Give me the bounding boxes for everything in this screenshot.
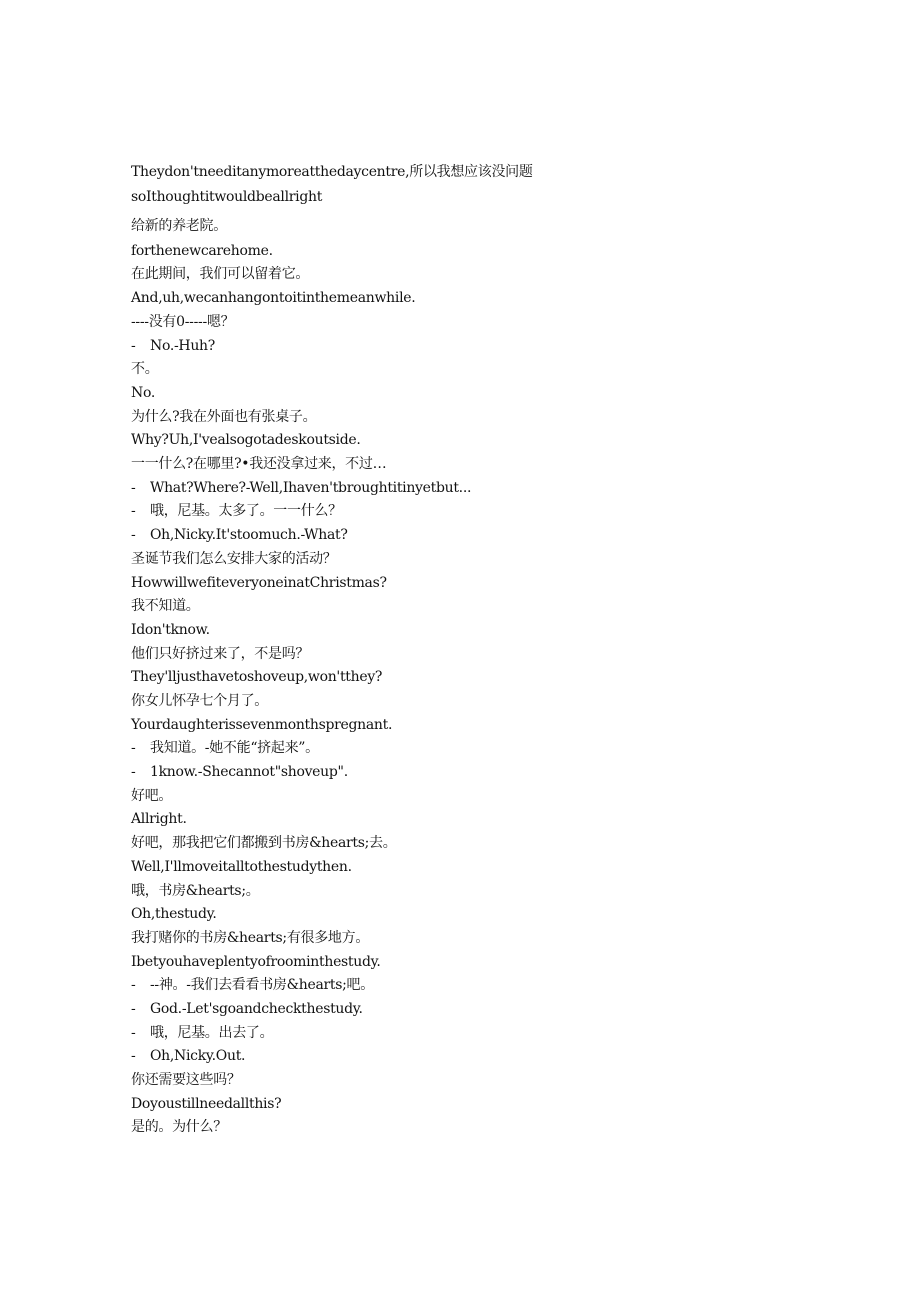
text-line: 在此期间，我们可以留着它。: [131, 266, 310, 282]
dash-mark: -: [131, 480, 136, 496]
text-line: And,uh,wecanhangontoitinthemeanwhile.: [131, 290, 416, 306]
text-line: 我不知道。: [131, 598, 200, 614]
dash-mark: -: [131, 503, 136, 519]
text-line: 是的。为什么？: [131, 1119, 227, 1135]
text-line: Doyoustillneedallthis?: [131, 1096, 282, 1112]
dialogue-line: [131, 526, 348, 544]
dialogue-line: [131, 976, 374, 994]
text-line: Allright.: [131, 811, 187, 827]
text-line: 好吧。: [131, 788, 173, 804]
dialogue-line: [131, 1047, 245, 1065]
text-line: HowwillwefiteveryoneinatChristmas?: [131, 575, 387, 591]
line-text: Oh,Nicky.Out.: [150, 1048, 246, 1064]
line-text: Oh,Nicky.It'stoomuch.-What?: [150, 527, 348, 543]
line-text: --神。-我们去看看书房&hearts;吧。: [150, 977, 374, 993]
dash-mark: -: [131, 1001, 136, 1017]
text-line: 圣诞节我们怎么安排大家的活动？: [131, 551, 337, 567]
text-line: Theydon'tneeditanymoreatthedaycentre,所以我想应该没问题: [131, 164, 533, 180]
text-line: ----没有0-----嗯？: [131, 314, 235, 330]
text-line: Well,I'llmoveitalltothestudythen.: [131, 859, 352, 875]
dialogue-line: [131, 479, 471, 497]
dialogue-line: [131, 1024, 273, 1042]
dash-mark: -: [131, 527, 136, 543]
text-line: Idon'tknow.: [131, 622, 210, 638]
dash-mark: -: [131, 1025, 136, 1041]
dash-mark: -: [131, 977, 136, 993]
text-line: No.: [131, 385, 155, 401]
text-line: 你女儿怀孕七个月了。: [131, 693, 268, 709]
dialogue-line: [131, 1000, 363, 1018]
dialogue-line: [131, 337, 215, 355]
text-line: Ibetyouhaveplentyofroominthestudy.: [131, 954, 381, 970]
text-line: 好吧，那我把它们都搬到书房&hearts;去。: [131, 835, 397, 851]
dash-mark: -: [131, 764, 136, 780]
line-text: 我知道。-她不能“挤起来”。: [150, 740, 319, 756]
line-text: 哦，尼基。太多了。一一什么？: [150, 503, 342, 519]
line-text: 1know.-Shecannot"shoveup".: [150, 764, 348, 780]
text-line: 他们只好挤过来了，不是吗？: [131, 646, 310, 662]
text-line: They'lljusthavetoshoveup,won'tthey?: [131, 669, 383, 685]
line-text: 哦，尼基。出去了。: [150, 1025, 274, 1041]
text-line: 为什么?我在外面也有张桌子。: [131, 409, 317, 425]
text-line: Yourdaughterissevenmonthspregnant.: [131, 717, 393, 733]
line-text: God.-Let'sgoandcheckthestudy.: [150, 1001, 363, 1017]
dash-mark: -: [131, 740, 136, 756]
line-text: What?Where?-Well,Ihaven'tbroughtitinyetbut...: [150, 480, 472, 496]
text-line: 一一什么?在哪里?•我还没拿过来，不过…: [131, 456, 387, 472]
dash-mark: -: [131, 1048, 136, 1064]
text-line: 你还需要这些吗？: [131, 1072, 241, 1088]
text-line: soIthoughtitwouldbeallright: [131, 189, 323, 205]
dialogue-line: [131, 739, 319, 757]
text-line: 哦，书房&hearts;。: [131, 883, 260, 899]
text-line: 给新的养老院。: [131, 218, 227, 234]
text-line: Why?Uh,I'vealsogotadeskoutside.: [131, 432, 361, 448]
line-text: No.-Huh?: [150, 338, 215, 354]
text-line: Oh,thestudy.: [131, 906, 217, 922]
dialogue-line: [131, 502, 342, 520]
text-line: 我打赌你的书房&hearts;有很多地方。: [131, 930, 370, 946]
dash-mark: -: [131, 338, 136, 354]
dialogue-line: [131, 763, 348, 781]
text-line: 不。: [131, 361, 159, 377]
text-line: forthenewcarehome.: [131, 243, 273, 259]
